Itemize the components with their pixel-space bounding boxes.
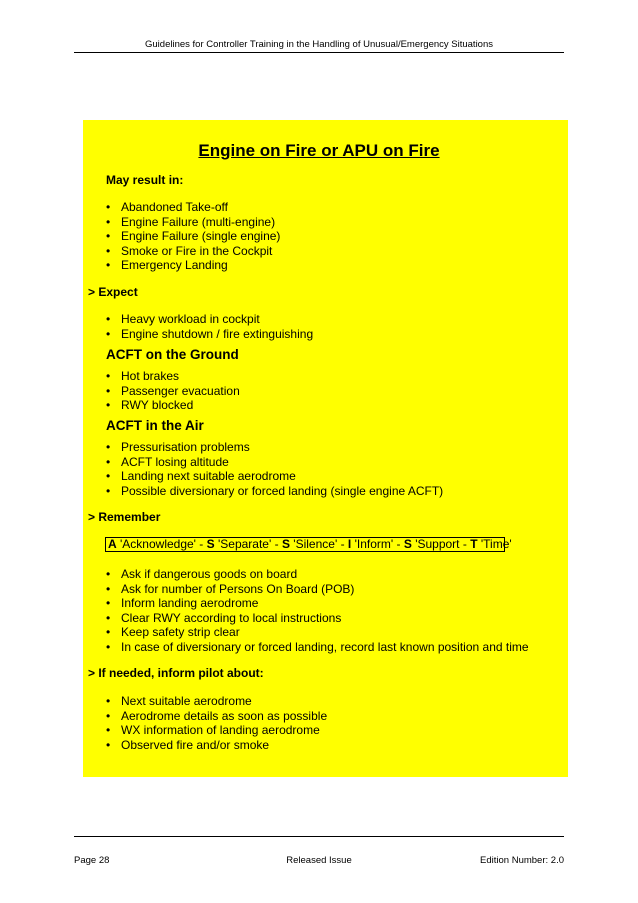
bullet-icon: • [106, 200, 111, 214]
list-item [0, 244, 280, 259]
bullet-icon: • [106, 639, 111, 654]
list-item-text: Smoke or Fire in the Cockpit [121, 243, 273, 258]
bullet-icon: • [106, 567, 111, 581]
header-rule [74, 52, 564, 53]
acronym-word: 'Inform' - [351, 537, 404, 551]
bullet-icon: • [106, 737, 111, 752]
list-item-text: Engine Failure (multi-engine) [121, 214, 276, 229]
list-item [0, 258, 280, 273]
list-item [0, 312, 313, 327]
list-item-text: Engine Failure (single engine) [121, 229, 281, 243]
list-item [0, 611, 529, 626]
bullet-icon: • [106, 398, 111, 412]
list-item-text: Clear RWY according to local instructions [121, 610, 342, 625]
acronym-letter: I [347, 537, 352, 551]
bullet-icon: • [106, 625, 111, 639]
list-item [0, 398, 240, 413]
bullet-icon: • [106, 596, 111, 610]
bullet-icon: • [106, 723, 111, 737]
ground-list [0, 369, 240, 413]
list-item [0, 215, 280, 230]
remember-heading: > Remember [88, 510, 161, 524]
acronym-word: 'Acknowledge' - [116, 537, 207, 551]
list-item-text: Engine shutdown / fire extinguishing [121, 326, 314, 341]
list-item [0, 369, 240, 384]
list-item-text: Observed fire and/or smoke [121, 737, 270, 752]
bullet-icon: • [106, 440, 111, 454]
bullet-icon: • [106, 694, 111, 708]
list-item-text: Keep safety strip clear [121, 625, 240, 639]
bullet-icon: • [106, 243, 111, 258]
bullet-icon: • [106, 454, 111, 469]
list-item-text: Ask for number of Persons On Board (POB) [121, 581, 355, 596]
list-item-text: RWY blocked [121, 398, 194, 412]
list-item-text: In case of diversionary or forced landing, record last known position and time [121, 639, 529, 654]
list-item-text: Heavy workload in cockpit [121, 312, 260, 326]
remember-list [0, 567, 529, 654]
list-item-text: Possible diversionary or forced landing (single engine ACFT) [121, 483, 444, 498]
list-item [0, 567, 529, 582]
list-item [0, 327, 313, 342]
bullet-icon: • [106, 369, 111, 383]
list-item [0, 484, 443, 499]
bullet-icon: • [106, 469, 111, 483]
expect-list [0, 312, 313, 341]
list-item [0, 384, 240, 399]
edition-number: Edition Number: 2.0 [480, 855, 564, 866]
list-item [0, 596, 529, 611]
bullet-icon: • [106, 581, 111, 596]
list-item [0, 723, 327, 738]
bullet-icon: • [106, 483, 111, 498]
acronym-letter: S [403, 537, 412, 551]
acronym-word: 'Support - [411, 537, 471, 551]
acronym-letter: T [470, 537, 478, 551]
list-item-text: Abandoned Take-off [121, 200, 228, 214]
bullet-icon: • [106, 708, 111, 723]
list-item [0, 640, 529, 655]
acronym-letter: A [108, 537, 117, 551]
list-item [0, 200, 280, 215]
list-item-text: WX information of landing aerodrome [121, 723, 320, 737]
may-result-list [0, 200, 280, 273]
bullet-icon: • [106, 326, 111, 341]
acronym-letter: S [206, 537, 215, 551]
acronym-word: 'Separate' - [214, 537, 282, 551]
inform-heading: > If needed, inform pilot about: [88, 666, 264, 680]
list-item-text: Passenger evacuation [121, 383, 240, 398]
list-item-text: Aerodrome details as soon as possible [121, 708, 328, 723]
bullet-icon: • [106, 258, 111, 272]
page-header: Guidelines for Controller Training in the Handling of Unusual/Emergency Situations [145, 39, 493, 50]
ground-heading: ACFT on the Ground [106, 347, 239, 362]
list-item-text: Pressurisation problems [121, 440, 250, 454]
list-item [0, 709, 327, 724]
list-item [0, 582, 529, 597]
list-item-text: Emergency Landing [121, 258, 228, 272]
may-result-label: May result in: [106, 173, 184, 187]
list-item-text: Next suitable aerodrome [121, 694, 252, 708]
acronym-word: 'Time' [477, 537, 512, 551]
list-item-text: ACFT losing altitude [121, 454, 229, 469]
asssit-acronym [105, 537, 512, 552]
list-item [0, 229, 280, 244]
bullet-icon: • [106, 229, 111, 243]
list-item [0, 469, 443, 484]
list-item [0, 625, 529, 640]
air-list [0, 440, 443, 498]
inform-list [0, 694, 327, 752]
air-heading: ACFT in the Air [106, 418, 204, 433]
bullet-icon: • [106, 312, 111, 326]
acronym-word: 'Silence' - [289, 537, 348, 551]
list-item-text: Landing next suitable aerodrome [121, 469, 296, 483]
acronym-letter: S [281, 537, 290, 551]
list-item-text: Ask if dangerous goods on board [121, 567, 298, 581]
list-item-text: Inform landing aerodrome [121, 596, 259, 610]
list-item [0, 440, 443, 455]
list-item-text: Hot brakes [121, 369, 180, 383]
bullet-icon: • [106, 383, 111, 398]
page-number: Page 28 [74, 855, 110, 866]
footer-rule [74, 836, 564, 837]
list-item [0, 738, 327, 753]
release-status: Released Issue [286, 855, 352, 866]
page-title: Engine on Fire or APU on Fire [198, 141, 440, 160]
expect-heading: > Expect [88, 285, 138, 299]
bullet-icon: • [106, 214, 111, 229]
bullet-icon: • [106, 610, 111, 625]
list-item [0, 694, 327, 709]
list-item [0, 455, 443, 470]
